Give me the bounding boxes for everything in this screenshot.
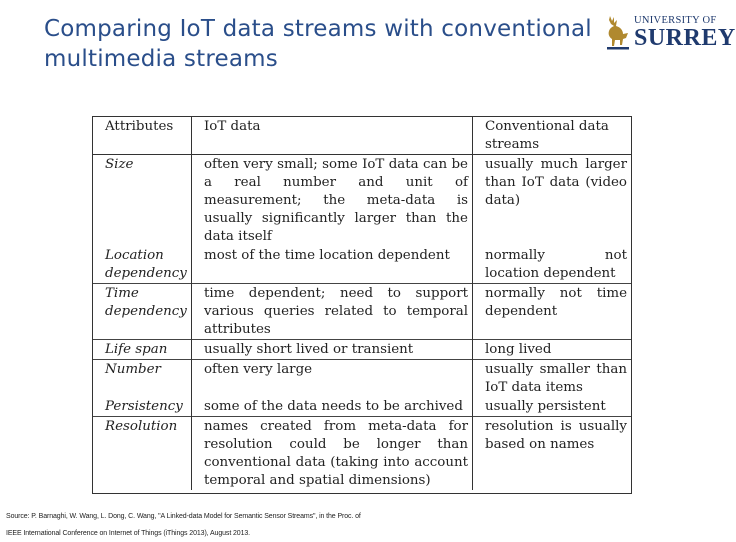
header-conventional-streams: Conventional data streams	[473, 117, 632, 155]
row-attribute: Resolution	[93, 417, 192, 491]
row-conventional-value: usually much larger than IoT data (video data)	[485, 157, 627, 208]
table-row	[93, 340, 631, 360]
source-line-1: Source: P. Barnaghi, W. Wang, L. Dong, C. Wang, "A Linked-data Model for Semantic Sensor Streams", in the Proc. of	[6, 513, 361, 520]
row-iot-value: usually short lived or transient	[192, 340, 473, 360]
table-row	[93, 360, 631, 398]
row-attribute: Life span	[93, 340, 192, 360]
source-citation	[6, 508, 466, 542]
row-conventional-value: usually persistent	[485, 399, 606, 414]
logo-university-text: UNIVERSITY OF	[634, 15, 717, 26]
row-iot-value: most of the time location dependent	[192, 246, 473, 284]
slide-title-line-2: multimedia streams	[44, 46, 278, 72]
table-row	[93, 284, 631, 340]
row-conventional-value: normally not location dependent	[485, 248, 627, 281]
row-attribute: Persistency	[93, 397, 192, 417]
row-attribute: Number	[93, 360, 192, 398]
table-header-row	[93, 117, 631, 155]
row-conventional-value: normally not time dependent	[473, 284, 632, 340]
logo-surrey-text: SURREY	[634, 25, 736, 51]
header-iot-data: IoT data	[192, 117, 473, 155]
table-row	[93, 246, 631, 284]
row-iot-value: time dependent; need to support various queries related to temporal attributes	[192, 284, 473, 340]
row-iot-value: often very large	[192, 360, 473, 398]
row-iot-value: some of the data needs to be archived	[192, 397, 473, 417]
slide-title-line-1: Comparing IoT data streams with conventional	[44, 16, 592, 42]
university-logo	[604, 10, 736, 52]
row-conventional-value: resolution is usually based on names	[473, 417, 632, 491]
row-attribute: Time dependency	[93, 284, 192, 340]
row-iot-value: often very small; some IoT data can be a real number and unit of measurement; the meta-data is usually significantly larger than the data itself	[192, 155, 473, 247]
table-row	[93, 417, 631, 491]
row-iot-value: names created from meta-data for resolution could be longer than conventional data (taking into account temporal and spatial dimensions)	[192, 417, 473, 491]
source-line-2: IEEE International Conference on Internet of Things (iThings 2013), August 2013.	[6, 530, 251, 537]
row-attribute: Location dependency	[93, 246, 192, 284]
slide-title	[44, 14, 604, 74]
stag-crest-icon	[604, 12, 632, 52]
row-conventional-value: long lived	[473, 340, 632, 360]
row-attribute: Size	[93, 155, 192, 247]
row-conventional-value: usually smaller than IoT data items	[473, 360, 632, 398]
comparison-table	[92, 116, 632, 494]
table-row	[93, 397, 631, 417]
header-attributes: Attributes	[93, 117, 192, 155]
table-row	[93, 155, 631, 247]
